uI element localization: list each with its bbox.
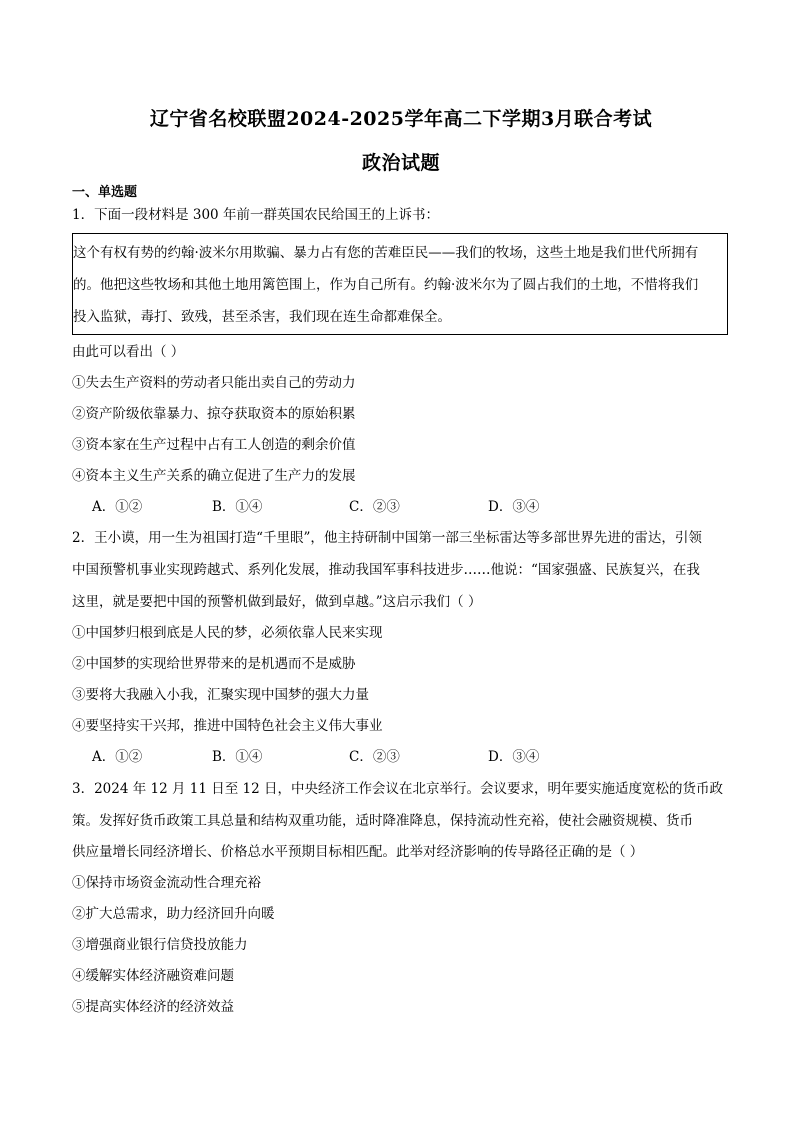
q2-option-a[interactable]: A．①② [92,749,143,765]
q3-statement: ①保持市场资金流动性合理充裕 [72,875,261,891]
q1-statement: ③资本家在生产过程中占有工人创造的剩余价值 [72,437,356,453]
q3-stem-line: 3．2024 年 12 月 11 日至 12 日，中央经济工作会议在北京举行。会议要求，明年要实施适度宽松的货币政 [72,781,724,797]
q1-option-b[interactable]: B．①④ [212,499,263,515]
q2-stem-line: 这里，就是要把中国的预警机做到最好，做到卓越。”这启示我们（ ） [72,594,482,610]
q1-prompt: 由此可以看出（ ） [72,344,185,360]
q3-statement: ③增强商业银行信贷投放能力 [72,937,248,953]
q1-material-line: 投入监狱，毒打、致残，甚至杀害，我们现在连生命都难保全。 [73,309,451,325]
exam-subtitle: 政治试题 [361,152,440,174]
q2-statement: ①中国梦归根到底是人民的梦，必须依靠人民来实现 [72,625,383,641]
q1-stem: 1．下面一段材料是 300 年前一群英国农民给国王的上诉书： [72,207,439,223]
q2-stem-line: 中国预警机事业实现跨越式、系列化发展，推动我国军事科技进步……他说：“国家强盛、民族复兴，在我 [72,562,700,578]
q1-statement: ④资本主义生产关系的确立促进了生产力的发展 [72,468,356,484]
q3-statement: ②扩大总需求，助力经济回升向暖 [72,906,275,922]
q2-statement: ③要将大我融入小我，汇聚实现中国梦的强大力量 [72,687,369,703]
q3-stem-line: 策。发挥好货币政策工具总量和结构双重功能，适时降准降息，保持流动性充裕，使社会融资规模、货币 [72,813,693,829]
q1-material-line: 的。他把这些牧场和其他土地用篱笆围上，作为自己所有。约翰·波米尔为了圆占我们的土地，不惜将我们 [73,277,699,293]
q1-option-d[interactable]: D．③④ [488,499,540,515]
q2-stem-line: 2．王小谟，用一生为祖国打造“千里眼”，他主持研制中国第一部三坐标雷达等多部世界先进的雷达，引领 [72,530,702,546]
q3-statement: ④缓解实体经济融资难问题 [72,968,234,984]
q1-option-a[interactable]: A．①② [92,499,143,515]
q1-material-line: 这个有权有势的约翰·波米尔用欺骗、暴力占有您的苦难臣民——我们的牧场，这些土地是我们世代所拥有 [73,245,699,261]
q3-stem-line: 供应量增长同经济增长、价格总水平预期目标相匹配。此举对经济影响的传导路径正确的是（ ） [72,844,644,860]
section-heading: 一、单选题 [72,185,138,200]
q1-option-c[interactable]: C．②③ [349,499,400,515]
q2-statement: ②中国梦的实现给世界带来的是机遇而不是威胁 [72,656,356,672]
q2-statement: ④要坚持实干兴邦，推进中国特色社会主义伟大事业 [72,718,383,734]
q1-statement: ①失去生产资料的劳动者只能出卖自己的劳动力 [72,375,356,391]
q2-option-b[interactable]: B．①④ [212,749,263,765]
q2-option-d[interactable]: D．③④ [488,749,540,765]
q3-statement: ⑤提高实体经济的经济效益 [72,999,234,1015]
q2-option-c[interactable]: C．②③ [349,749,400,765]
q1-statement: ②资产阶级依靠暴力、掠夺获取资本的原始积累 [72,406,356,422]
q1-material-box [72,233,728,335]
exam-title: 辽宁省名校联盟2024-2025学年高二下学期3月联合考试 [149,108,653,130]
